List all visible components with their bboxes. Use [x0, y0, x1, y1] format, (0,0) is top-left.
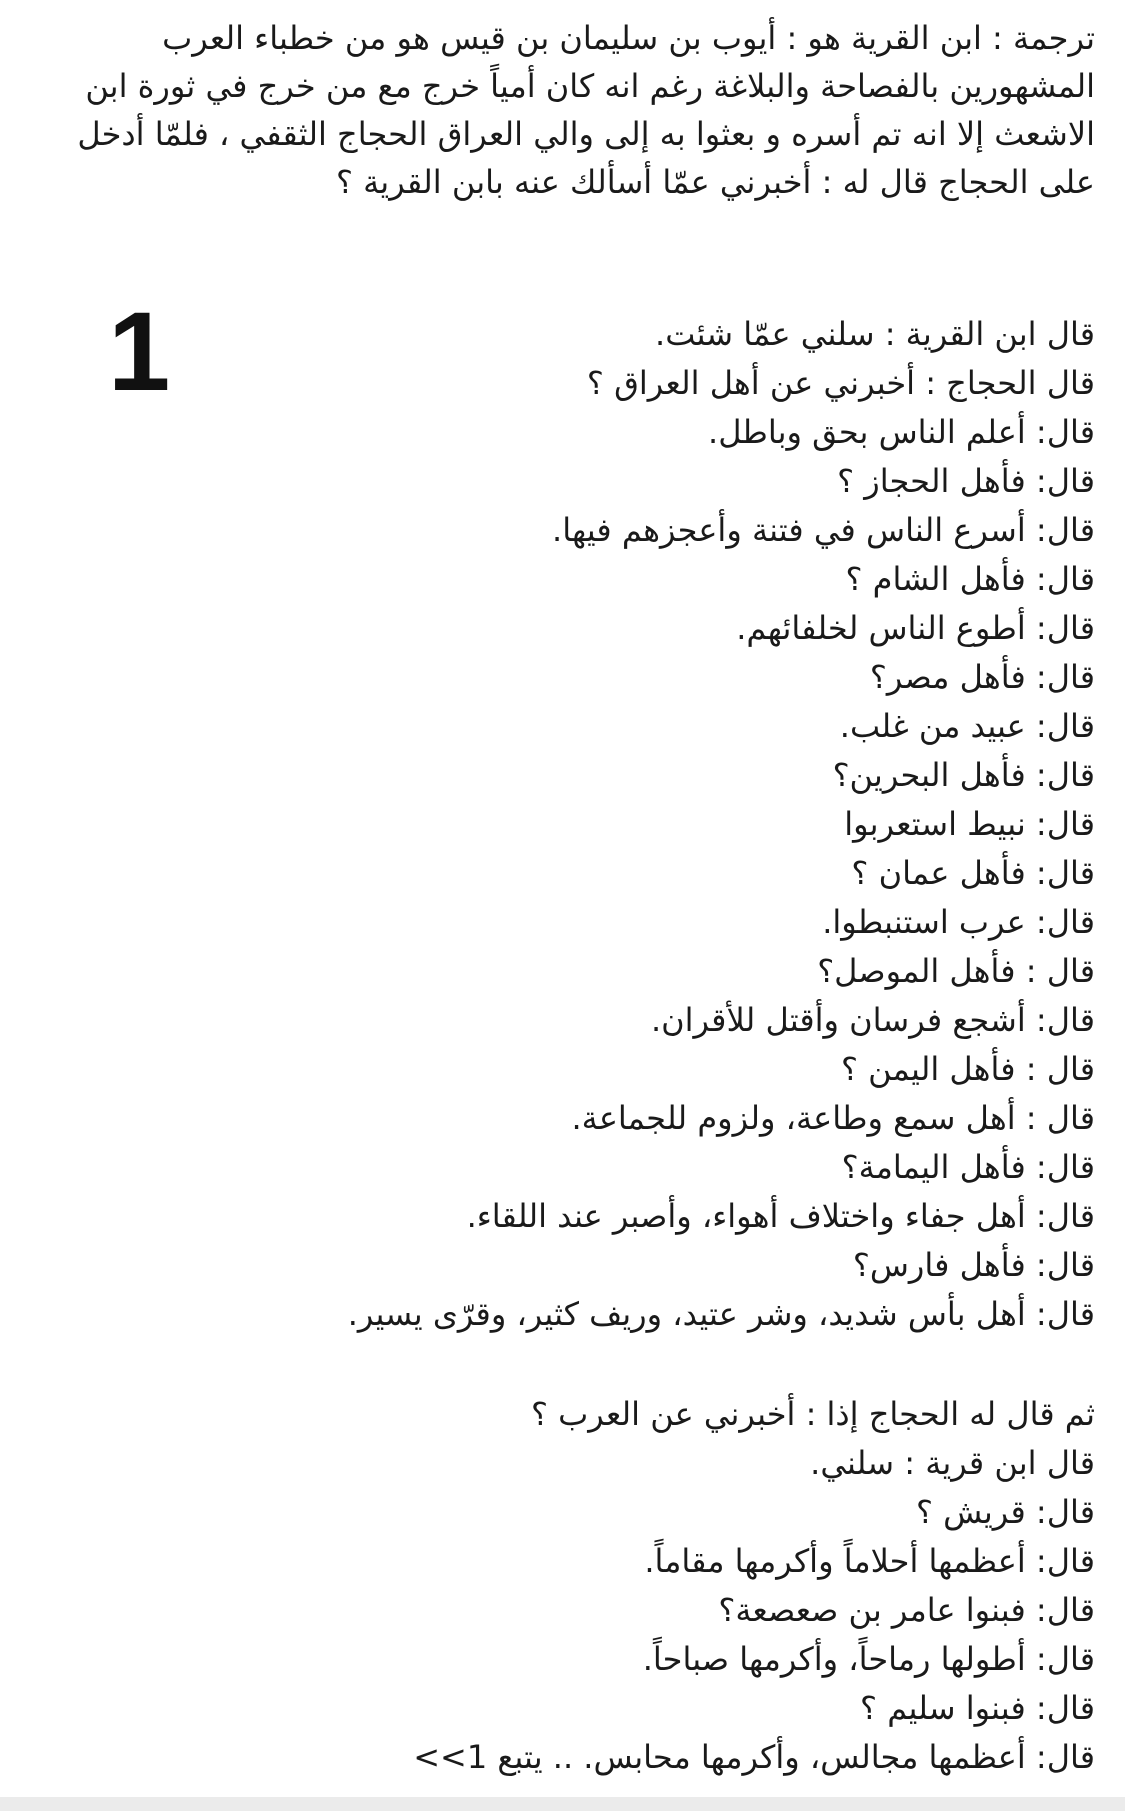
dialogue-line: قال: أعظمها أحلاماً وأكرمها مقاماً.	[644, 1542, 1095, 1580]
dialogue-line: قال: فبنوا عامر بن صعصعة؟	[718, 1591, 1095, 1629]
dialogue-line: قال: فأهل فارس؟	[852, 1246, 1095, 1284]
dialogue-line: قال: فأهل الشام ؟	[845, 560, 1095, 598]
dialogue-line: قال: أعظمها مجالس، وأكرمها محابس. .. يتبع 1>>	[413, 1738, 1095, 1776]
dialogue-line: قال: أطوع الناس لخلفائهم.	[736, 609, 1095, 647]
dialogue-line: قال: أطولها رماحاً، وأكرمها صباحاً.	[642, 1640, 1095, 1678]
dialogue-line: قال: أسرع الناس في فتنة وأعجزهم فيها.	[552, 511, 1095, 549]
dialogue-line: قال: عبيد من غلب.	[839, 707, 1095, 745]
dialogue-line: قال: عرب استنبطوا.	[822, 903, 1095, 941]
dialogue-line: قال: أهل بأس شديد، وشر عتيد، وريف كثير، وقرّى يسير.	[347, 1295, 1095, 1333]
dialogue-line: قال: فأهل الحجاز ؟	[837, 462, 1095, 500]
dialogue-line: قال الحجاج : أخبرني عن أهل العراق ؟	[586, 364, 1095, 402]
bottom-divider	[0, 1797, 1125, 1811]
intro-paragraph: ترجمة : ابن القرية هو : أيوب بن سليمان بن قيس هو من خطباء العرب المشهورين بالفصاحة والبلاغة رغم انه كان أمياً خرج مع من خرج في ثورة ابن الاشعث إلا انه تم أسره و بعثوا به إلى والي العراق الحجاج الثقفي ، فلمّا أدخل على الحجاج قال له : أخبرني عمّا أسألك عنه بابن القرية ؟	[77, 19, 1095, 201]
dialogue-section-2	[95, 1390, 1095, 1782]
dialogue-line: قال : فأهل الموصل؟	[817, 952, 1095, 990]
dialogue-line: قال: فأهل البحرين؟	[832, 756, 1095, 794]
dialogue-line: قال : أهل سمع وطاعة، ولزوم للجماعة.	[571, 1099, 1095, 1137]
dialogue-line: قال ابن قرية : سلني.	[810, 1444, 1095, 1482]
dialogue-line: قال: فأهل مصر؟	[869, 658, 1095, 696]
dialogue-line: قال: قريش ؟	[915, 1493, 1095, 1531]
dialogue-line: قال : فأهل اليمن ؟	[840, 1050, 1095, 1088]
dialogue-line: قال: أهل جفاء واختلاف أهواء، وأصبر عند اللقاء.	[466, 1197, 1095, 1235]
dialogue-line: قال ابن القرية : سلني عمّا شئت.	[655, 315, 1095, 353]
dialogue-line: قال: أشجع فرسان وأقتل للأقران.	[650, 1001, 1095, 1039]
dialogue-line: قال: فأهل عمان ؟	[851, 854, 1095, 892]
page-number: 1	[108, 289, 171, 414]
dialogue-section-1	[95, 310, 1095, 1339]
dialogue-line: قال: نبيط استعربوا	[844, 805, 1095, 843]
dialogue-line: قال: فأهل اليمامة؟	[841, 1148, 1095, 1186]
dialogue-line: ثم قال له الحجاج إذا : أخبرني عن العرب ؟	[531, 1395, 1095, 1433]
dialogue-line: قال: أعلم الناس بحق وباطل.	[708, 413, 1095, 451]
dialogue-line: قال: فبنوا سليم ؟	[860, 1689, 1095, 1727]
